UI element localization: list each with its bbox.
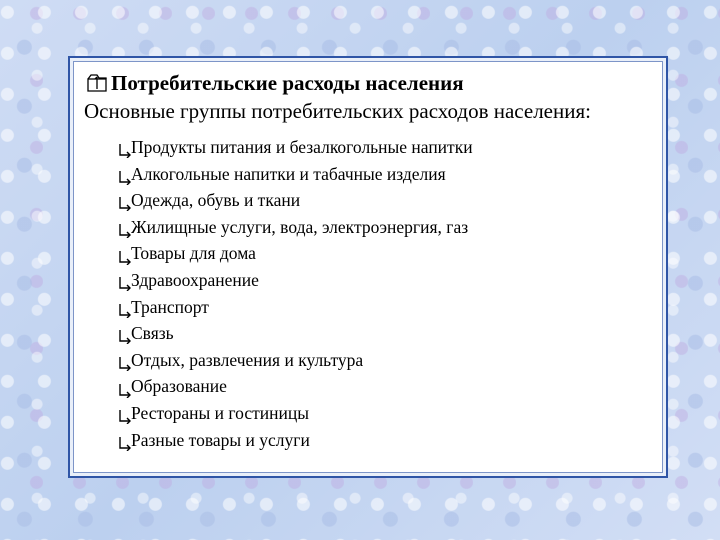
- list-item: [118, 347, 473, 374]
- list-item-label: Транспорт: [131, 296, 209, 317]
- arrow-down-right-icon: [118, 139, 131, 155]
- list-item: [118, 427, 473, 454]
- content-panel: [73, 61, 663, 473]
- arrow-down-right-icon: [118, 379, 131, 395]
- folder-icon: [86, 73, 110, 93]
- arrow-down-right-icon: [118, 432, 131, 448]
- subtitle: Основные группы потребительских расходов населения:: [84, 99, 591, 123]
- list-item: [118, 161, 473, 188]
- list-item-label: Одежда, обувь и ткани: [131, 190, 301, 211]
- list-item-label: Жилищные услуги, вода, электроэнергия, газ: [131, 216, 469, 237]
- list-item: [118, 373, 473, 400]
- arrow-down-right-icon: [118, 246, 131, 262]
- list-item-label: Продукты питания и безалкогольные напитки: [131, 137, 473, 157]
- list-item: [118, 320, 473, 347]
- list-item: [118, 294, 473, 321]
- list-item: [118, 267, 473, 294]
- list-item: [118, 134, 473, 161]
- arrow-down-right-icon: [118, 352, 131, 368]
- expense-group-list: [118, 134, 473, 453]
- list-item-label: Разные товары и услуги: [131, 429, 310, 450]
- arrow-down-right-icon: [118, 166, 131, 182]
- list-item: [118, 187, 473, 214]
- list-item-label: Рестораны и гостиницы: [131, 402, 309, 423]
- list-item: [118, 214, 473, 241]
- list-item-label: Здравоохранение: [131, 269, 259, 290]
- title-row: [86, 70, 464, 96]
- arrow-down-right-icon: [118, 192, 131, 208]
- list-item-label: Товары для дома: [131, 243, 256, 264]
- list-item-label: Связь: [131, 323, 174, 344]
- list-item: [118, 240, 473, 267]
- slide-frame: [68, 56, 668, 478]
- list-item-label: Алкогольные напитки и табачные изделия: [131, 163, 446, 184]
- list-item-label: Образование: [131, 376, 227, 397]
- list-item: [118, 400, 473, 427]
- arrow-down-right-icon: [118, 325, 131, 341]
- arrow-down-right-icon: [118, 272, 131, 288]
- list-item-label: Отдых, развлечения и культура: [131, 349, 364, 370]
- arrow-down-right-icon: [118, 299, 131, 315]
- page-title: Потребительские расходы населения: [111, 71, 464, 95]
- arrow-down-right-icon: [118, 405, 131, 421]
- arrow-down-right-icon: [118, 219, 131, 235]
